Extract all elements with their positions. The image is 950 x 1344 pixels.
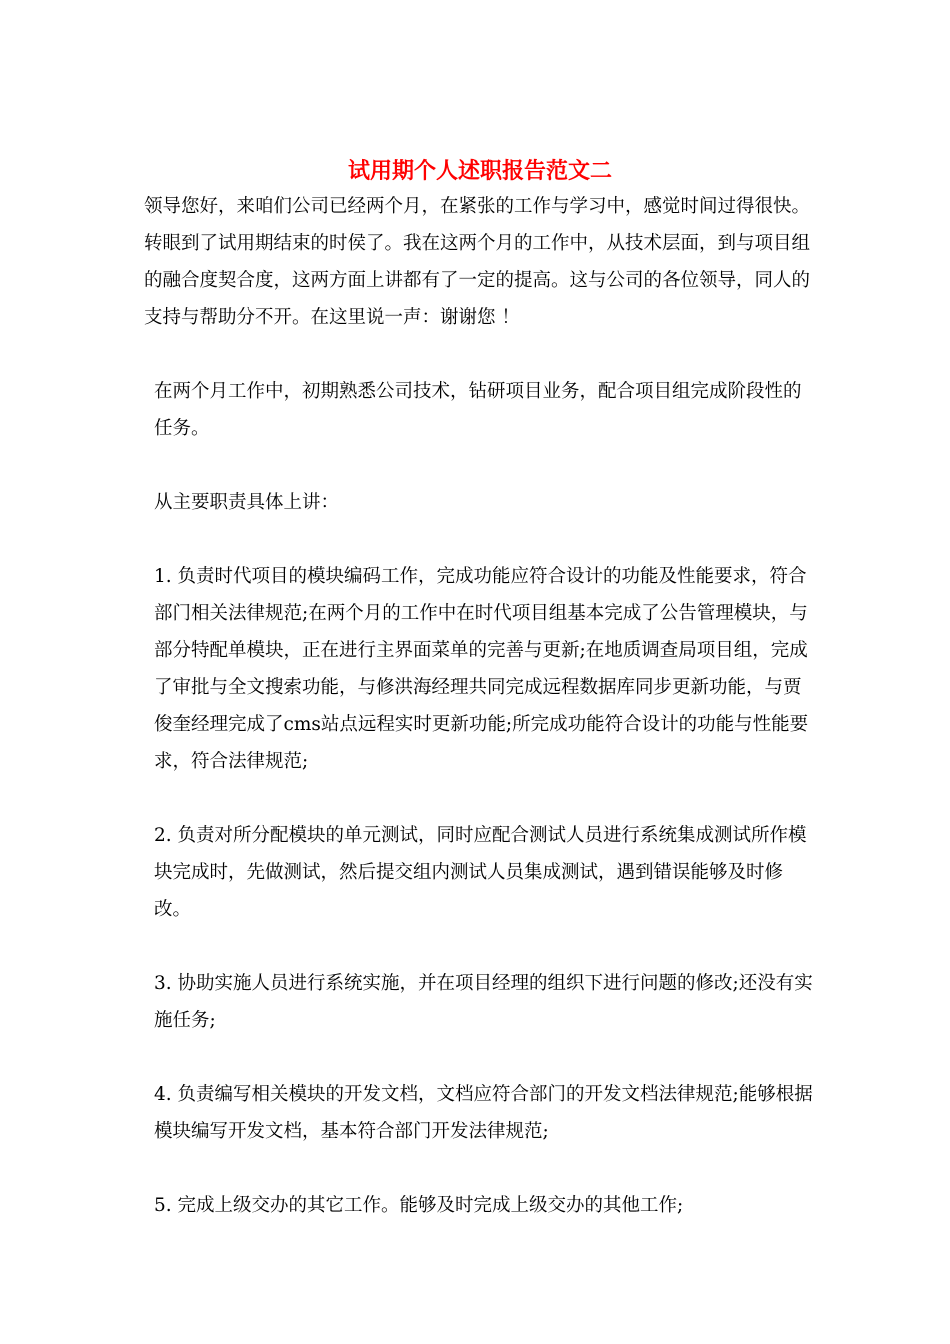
paragraph-gap (144, 780, 816, 817)
duty-item-2: 2. 负责对所分配模块的单元测试，同时应配合测试人员进行系统集成测试所作模块完成时，先做测试，然后提交组内测试人员集成测试，遇到错误能够及时修改。 (154, 825, 807, 920)
paragraph-greeting: 领导您好，来咱们公司已经两个月，在紧张的工作与学习中，感觉时间过得很快。转眼到了试用期结束的时侯了。我在这两个月的工作中，从技术层面，到与项目组的融合度契合度，这两方面上讲都有了一定的提高。这与公司的各位领导，同人的支持与帮助分不开。在这里说一声：谢谢您 ！ (144, 196, 811, 328)
paragraph-duties-heading: 从主要职责具体上讲： (154, 492, 340, 513)
paragraph-overview: 在两个月工作中，初期熟悉公司技术，钻研项目业务，配合项目组完成阶段性的任务。 (154, 381, 802, 439)
document-body (144, 150, 816, 1224)
paragraph-gap (144, 336, 816, 373)
duty-item-1: 1. 负责时代项目的模块编码工作，完成功能应符合设计的功能及性能要求，符合部门相关法律规范;在两个月的工作中在时代项目组基本完成了公告管理模块，与部分特配单模块，正在进行主界面菜单的完善与更新;在地质调查局项目组，完成了审批与全文搜索功能，与修洪海经理共同完成远程数据库同步更新功能，与贾俊奎经理完成了cms站点远程实时更新功能;所完成功能符合设计的功能与性能要求，符合法律规范; (154, 566, 809, 772)
paragraph-gap (144, 928, 816, 965)
paragraph-gap (144, 447, 816, 484)
paragraph-gap (144, 1150, 816, 1187)
duty-item-5: 5. 完成上级交办的其它工作。能够及时完成上级交办的其他工作; (154, 1195, 684, 1216)
document-title: 试用期个人述职报告范文二 (347, 158, 612, 184)
duty-item-4: 4. 负责编写相关模块的开发文档，文档应符合部门的开发文档法律规范;能够根据模块编写开发文档，基本符合部门开发法律规范; (154, 1084, 813, 1142)
duty-item-3: 3. 协助实施人员进行系统实施，并在项目经理的组织下进行问题的修改;还没有实施任务; (154, 973, 813, 1031)
paragraph-gap (144, 1039, 816, 1076)
paragraph-gap (144, 521, 816, 558)
